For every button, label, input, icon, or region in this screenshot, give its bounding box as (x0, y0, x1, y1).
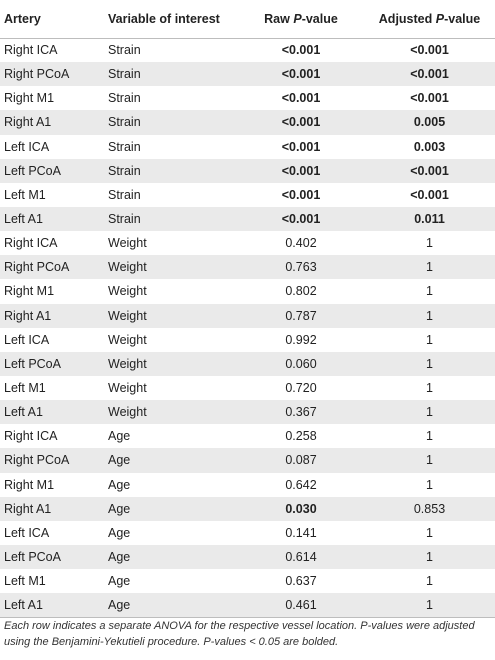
cell-adjusted-p-value: 1 (426, 405, 433, 420)
cell-adjusted-p-value: 1 (426, 236, 433, 251)
cell-artery: Right A1 (4, 115, 52, 130)
header-variable: Variable of interest (108, 0, 238, 38)
cell-variable: Age (108, 501, 131, 516)
header-raw-prefix: Raw (264, 11, 294, 26)
cell-variable: Strain (108, 43, 141, 58)
cell-adjusted-p-value: 1 (426, 356, 433, 371)
cell-artery: Left ICA (4, 139, 50, 154)
cell-variable: Age (108, 429, 131, 444)
table-row (0, 473, 495, 497)
cell-variable: Age (108, 598, 131, 613)
cell-adjusted-p-value: 1 (426, 453, 433, 468)
cell-raw-p-value: <0.001 (281, 187, 321, 202)
header-row (0, 0, 495, 38)
cell-variable: Age (108, 453, 131, 468)
cell-adjusted-p-value: 1 (426, 525, 433, 540)
table-row (0, 448, 495, 472)
cell-artery: Right PCoA (4, 453, 70, 468)
cell-adjusted-p-value: 1 (426, 308, 433, 323)
table-row (0, 110, 495, 134)
cell-variable: Weight (108, 356, 147, 371)
cell-raw-p-value: <0.001 (281, 115, 321, 130)
table-row (0, 183, 495, 207)
table-row (0, 231, 495, 255)
cell-raw-p-value: 0.637 (285, 574, 317, 589)
cell-raw-p-value: 0.258 (285, 429, 317, 444)
table-row (0, 159, 495, 183)
cell-adjusted-p-value: 1 (426, 429, 433, 444)
cell-raw-p-value: <0.001 (281, 91, 321, 106)
cell-artery: Left PCoA (4, 550, 61, 565)
table-footnote: Each row indicates a separate ANOVA for the respective vessel location. P-values were adjusted using the Benjamini-Yekutieli procedure. P-values < 0.05 are bolded. (4, 620, 475, 648)
cell-variable: Weight (108, 381, 147, 396)
cell-artery: Left ICA (4, 525, 50, 540)
header-adjusted-p-value (364, 0, 495, 38)
cell-artery: Left PCoA (4, 356, 61, 371)
cell-variable: Strain (108, 115, 141, 130)
table-header (0, 0, 495, 38)
cell-variable: Age (108, 550, 131, 565)
cell-artery: Left M1 (4, 381, 46, 396)
cell-raw-p-value: <0.001 (281, 212, 321, 227)
cell-variable: Strain (108, 91, 141, 106)
cell-adjusted-p-value: <0.001 (410, 163, 449, 178)
cell-artery: Right PCoA (4, 260, 70, 275)
table-row (0, 328, 495, 352)
cell-raw-p-value: 0.141 (285, 525, 317, 540)
cell-adjusted-p-value: <0.001 (410, 187, 449, 202)
cell-raw-p-value: 0.367 (285, 405, 317, 420)
cell-variable: Age (108, 525, 131, 540)
cell-raw-p-value: 0.642 (285, 477, 317, 492)
cell-raw-p-value: <0.001 (281, 67, 321, 82)
cell-variable: Weight (108, 332, 147, 347)
cell-artery: Left ICA (4, 332, 50, 347)
cell-variable: Strain (108, 212, 141, 227)
header-adj-prefix: Adjusted (378, 11, 436, 26)
cell-variable: Weight (108, 308, 147, 323)
table-body (0, 38, 495, 617)
table-row (0, 400, 495, 424)
cell-adjusted-p-value: <0.001 (410, 43, 449, 58)
table-row (0, 135, 495, 159)
header-adj-suffix: -value (444, 11, 481, 26)
table-row (0, 593, 495, 617)
table-row (0, 38, 495, 62)
cell-artery: Right M1 (4, 477, 55, 492)
cell-artery: Right A1 (4, 308, 52, 323)
cell-artery: Right M1 (4, 284, 55, 299)
cell-adjusted-p-value: 1 (426, 477, 433, 492)
cell-adjusted-p-value: 1 (426, 332, 433, 347)
header-raw-p-value (238, 0, 364, 38)
cell-adjusted-p-value: 0.853 (413, 501, 446, 516)
cell-raw-p-value: <0.001 (281, 163, 321, 178)
table-row (0, 376, 495, 400)
cell-adjusted-p-value: 0.005 (413, 115, 446, 130)
cell-adjusted-p-value: 0.003 (413, 139, 446, 154)
cell-variable: Strain (108, 187, 141, 202)
cell-adjusted-p-value: 0.011 (414, 212, 445, 227)
table-row (0, 86, 495, 110)
cell-raw-p-value: 0.087 (285, 453, 317, 468)
cell-variable: Strain (108, 139, 141, 154)
cell-adjusted-p-value: 1 (426, 284, 433, 299)
table-row (0, 545, 495, 569)
cell-raw-p-value: 0.787 (285, 308, 317, 323)
cell-artery: Right ICA (4, 43, 58, 58)
cell-artery: Right ICA (4, 236, 58, 251)
cell-artery: Left M1 (4, 574, 46, 589)
cell-variable: Age (108, 477, 131, 492)
cell-variable: Strain (108, 163, 141, 178)
cell-artery: Left A1 (4, 405, 43, 420)
table-row (0, 352, 495, 376)
cell-artery: Right PCoA (4, 67, 70, 82)
cell-adjusted-p-value: 1 (426, 381, 433, 396)
cell-adjusted-p-value: 1 (426, 598, 433, 613)
cell-adjusted-p-value: 1 (426, 260, 433, 275)
cell-adjusted-p-value: 1 (426, 550, 433, 565)
cell-raw-p-value: <0.001 (281, 43, 321, 58)
cell-raw-p-value: 0.402 (285, 236, 317, 251)
cell-artery: Right M1 (4, 91, 55, 106)
table-row (0, 62, 495, 86)
cell-raw-p-value: 0.992 (285, 332, 317, 347)
cell-raw-p-value: 0.720 (285, 381, 317, 396)
cell-raw-p-value: 0.461 (285, 598, 317, 613)
cell-adjusted-p-value: <0.001 (410, 67, 449, 82)
cell-variable: Weight (108, 260, 147, 275)
cell-raw-p-value: 0.060 (285, 356, 317, 371)
header-adj-p: P (435, 11, 445, 26)
table-row (0, 521, 495, 545)
cell-artery: Left A1 (4, 212, 43, 227)
cell-artery: Left PCoA (4, 163, 61, 178)
cell-artery: Left M1 (4, 187, 46, 202)
cell-artery: Left A1 (4, 598, 43, 613)
cell-variable: Weight (108, 284, 147, 299)
cell-raw-p-value: 0.614 (285, 550, 317, 565)
cell-variable: Weight (108, 405, 147, 420)
cell-adjusted-p-value: 1 (426, 574, 433, 589)
cell-raw-p-value: <0.001 (281, 139, 321, 154)
cell-artery: Right A1 (4, 501, 52, 516)
cell-variable: Weight (108, 236, 147, 251)
cell-artery: Right ICA (4, 429, 58, 444)
cell-variable: Age (108, 574, 131, 589)
header-raw-p: P (293, 11, 302, 26)
cell-raw-p-value: 0.763 (285, 260, 317, 275)
table-row (0, 424, 495, 448)
cell-raw-p-value: 0.802 (285, 284, 317, 299)
table-row (0, 207, 495, 231)
cell-raw-p-value: 0.030 (285, 501, 317, 516)
cell-adjusted-p-value: <0.001 (410, 91, 449, 106)
table-row (0, 279, 495, 303)
table-row (0, 569, 495, 593)
cell-variable: Strain (108, 67, 141, 82)
header-artery: Artery (0, 0, 108, 38)
table-row (0, 255, 495, 279)
table-row (0, 497, 495, 521)
header-raw-suffix: -value (301, 11, 338, 26)
table-row (0, 304, 495, 328)
